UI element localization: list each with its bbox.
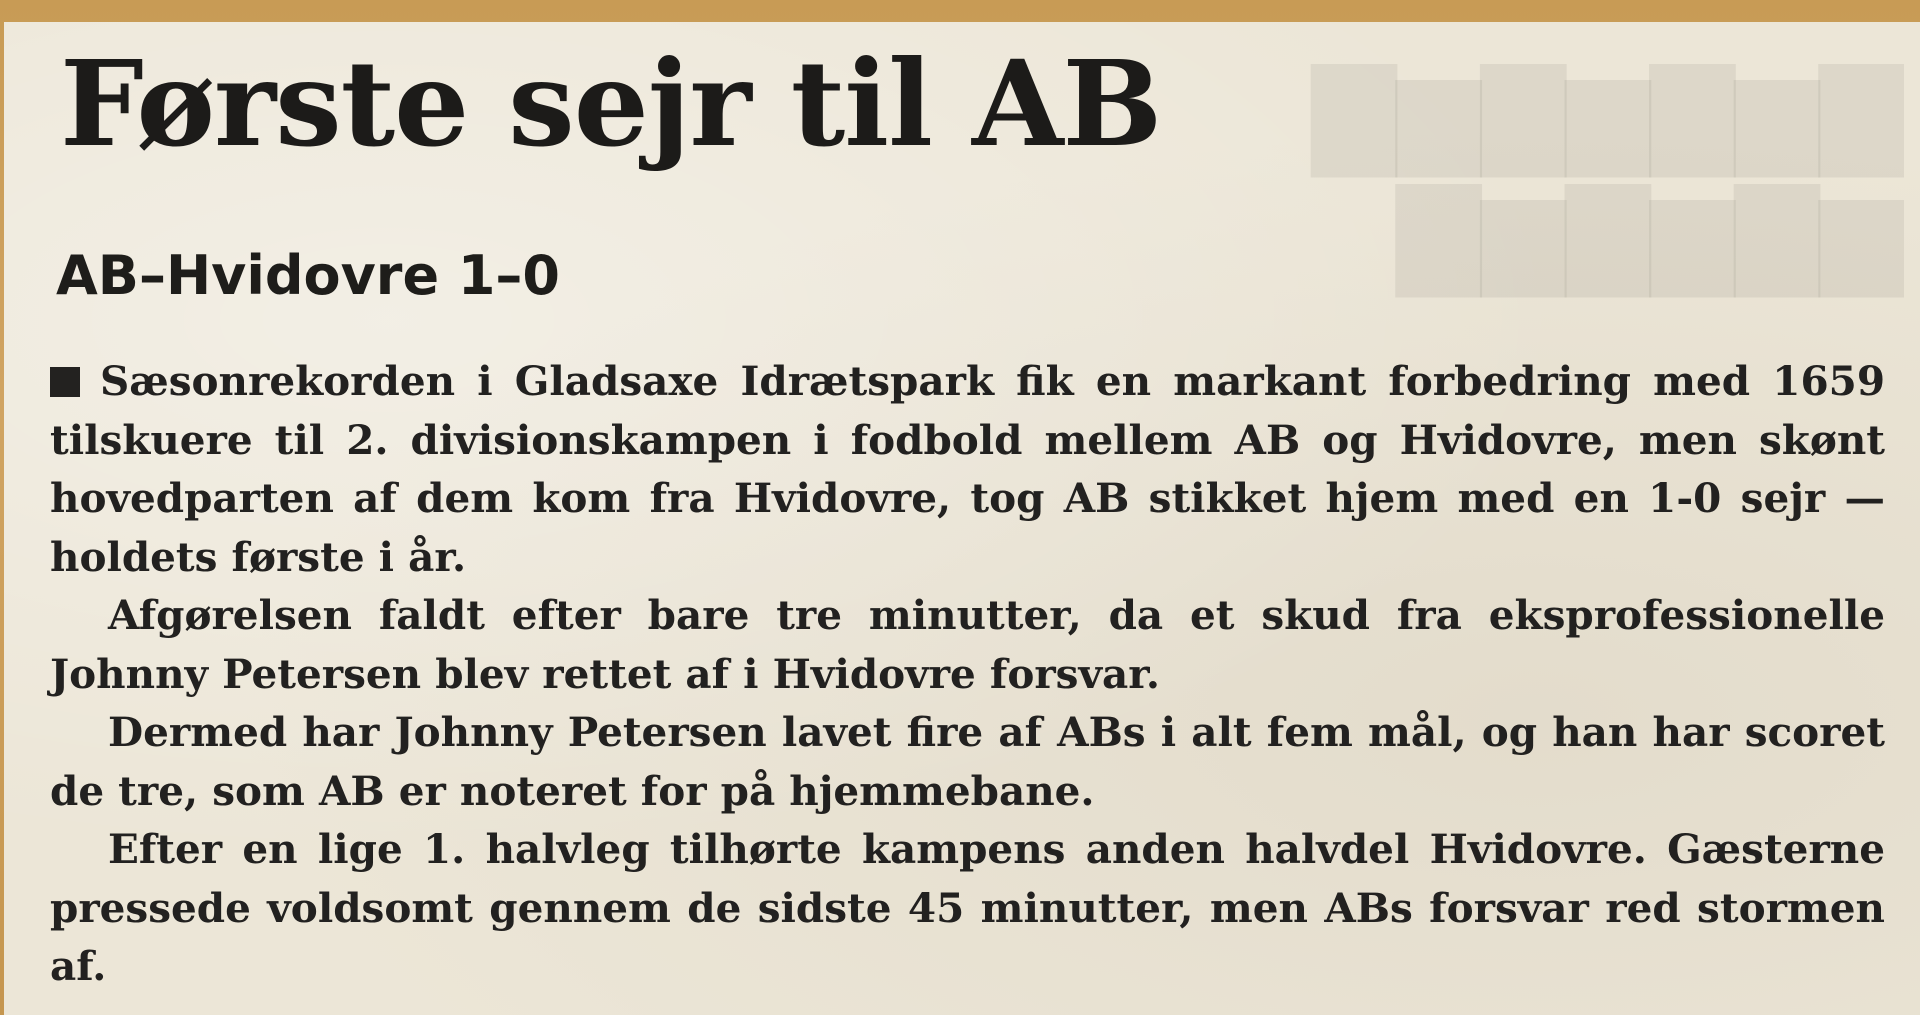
newspaper-clipping bbox=[4, 22, 1920, 1015]
reverse-side-bleed-through: ▇▆▇▆▇▆▇ ▆▇▆▇▆▇ bbox=[1311, 52, 1904, 296]
paragraph-lead bbox=[50, 352, 1885, 586]
article-body bbox=[50, 352, 1885, 996]
paragraph-scorer: Dermed har Johnny Petersen lavet fire af ABs i alt fem mål, og han har scoret de tre, som AB er noteret for på hjemmebane. bbox=[50, 708, 1885, 815]
headline: Første sejr til AB bbox=[60, 34, 1162, 173]
paragraph-goal: Afgørelsen faldt efter bare tre minutter, da et skud fra eksprofessionelle Johnny Petersen blev rettet af i Hvidovre forsvar. bbox=[50, 591, 1885, 698]
paragraph-lead-text: Sæsonrekorden i Gladsaxe Idrætspark fik en markant forbedring med 1659 tilskuere til 2. divisionskampen i fodbold mellem AB og Hvidovre, men skønt hovedparten af dem kom fra Hvidovre, tog AB stikket hjem med en 1-0 sejr — holdets første i år. bbox=[50, 357, 1885, 581]
match-result-subheadline: AB–Hvidovre 1–0 bbox=[56, 244, 561, 307]
square-bullet-icon bbox=[50, 367, 80, 397]
paragraph-second-half: Efter en lige 1. halvleg tilhørte kampens anden halvdel Hvidovre. Gæsterne pressede voldsomt gennem de sidste 45 minutter, men ABs forsvar red stormen af. bbox=[50, 825, 1885, 990]
